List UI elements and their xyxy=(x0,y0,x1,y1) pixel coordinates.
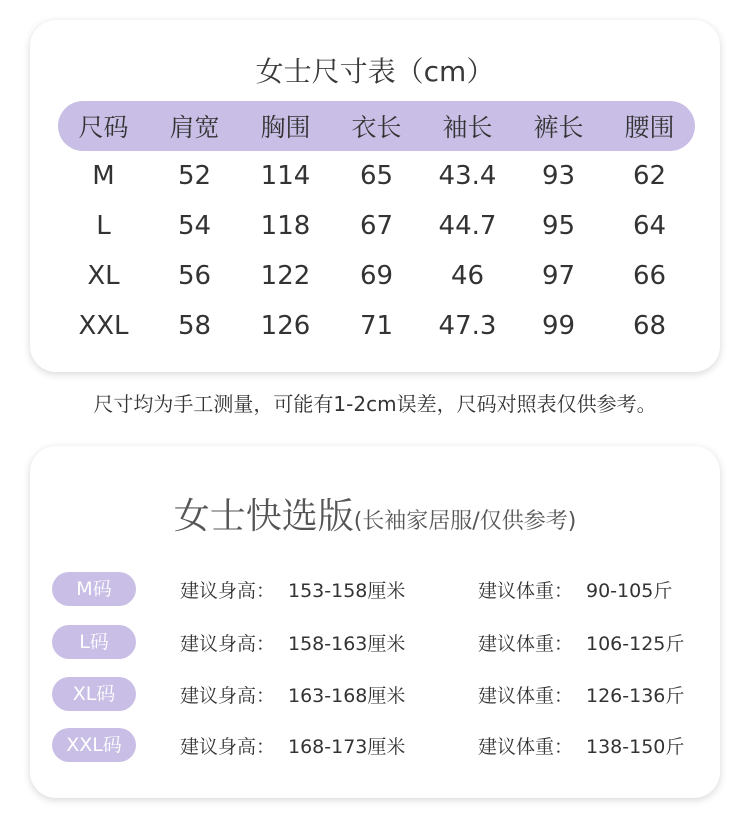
table-row xyxy=(58,151,695,201)
weight-label: 建议体重： xyxy=(478,735,574,758)
header-size: 尺码 xyxy=(78,113,129,142)
quick-select-card xyxy=(30,446,720,798)
header-chest: 胸围 xyxy=(260,113,311,142)
height-label: 建议身高： xyxy=(180,579,276,602)
recommend-row xyxy=(52,624,692,660)
table-cell: 126 xyxy=(260,311,311,341)
size-badge: XXL码 xyxy=(52,728,136,762)
weight-label: 建议体重： xyxy=(478,632,574,655)
height-label: 建议身高： xyxy=(180,735,276,758)
table-cell: 64 xyxy=(632,211,667,241)
header-shoulder: 肩宽 xyxy=(169,113,220,142)
table-row xyxy=(58,301,695,351)
height-value: 158-163厘米 xyxy=(288,632,406,655)
table-cell: L xyxy=(96,211,111,241)
weight-label: 建议体重： xyxy=(478,579,574,602)
table-cell: 47.3 xyxy=(438,311,497,341)
height-label: 建议身高： xyxy=(180,684,276,707)
table-header-row xyxy=(58,101,695,151)
table-cell: 44.7 xyxy=(438,211,497,241)
quick-select-title-main: 女士快选版 xyxy=(173,496,354,537)
size-chart-card xyxy=(30,20,720,372)
weight-value: 138-150斤 xyxy=(586,735,685,758)
recommend-row xyxy=(52,676,692,712)
height-value: 168-173厘米 xyxy=(288,735,406,758)
table-cell: 58 xyxy=(177,311,212,341)
size-badge: L码 xyxy=(52,625,136,659)
weight-value: 106-125斤 xyxy=(586,632,685,655)
size-badge: M码 xyxy=(52,572,136,606)
table-cell: 69 xyxy=(359,261,394,291)
table-cell: 62 xyxy=(632,161,667,191)
size-chart-title: 女士尺寸表（cm） xyxy=(255,55,495,88)
recommend-row xyxy=(52,571,692,607)
table-cell: 118 xyxy=(260,211,311,241)
quick-select-title-sub: (长袖家居服/仅供参考) xyxy=(353,509,577,534)
recommend-row xyxy=(52,727,692,763)
table-cell: XL xyxy=(87,261,120,291)
height-label: 建议身高： xyxy=(180,632,276,655)
size-table xyxy=(58,101,695,351)
quick-select-title xyxy=(30,488,720,539)
header-pants-length: 裤长 xyxy=(533,113,584,142)
table-cell: 65 xyxy=(359,161,394,191)
table-cell: M xyxy=(92,161,115,191)
height-value: 163-168厘米 xyxy=(288,684,406,707)
table-cell: XXL xyxy=(78,311,129,341)
measurement-note: 尺寸均为手工测量，可能有1-2cm误差，尺码对照表仅供参考。 xyxy=(93,392,657,416)
header-length: 衣长 xyxy=(351,113,402,142)
table-row xyxy=(58,251,695,301)
table-cell: 93 xyxy=(541,161,576,191)
table-cell: 43.4 xyxy=(438,161,497,191)
height-value: 153-158厘米 xyxy=(288,579,406,602)
table-cell: 114 xyxy=(260,161,311,191)
table-cell: 52 xyxy=(177,161,212,191)
table-cell: 68 xyxy=(632,311,667,341)
weight-label: 建议体重： xyxy=(478,684,574,707)
weight-value: 126-136斤 xyxy=(586,684,685,707)
weight-value: 90-105斤 xyxy=(586,579,673,602)
table-cell: 71 xyxy=(359,311,394,341)
header-waist: 腰围 xyxy=(624,113,675,142)
table-cell: 67 xyxy=(359,211,394,241)
size-badge: XL码 xyxy=(52,677,136,711)
table-cell: 66 xyxy=(632,261,667,291)
table-cell: 46 xyxy=(450,261,485,291)
table-row xyxy=(58,201,695,251)
table-cell: 95 xyxy=(541,211,576,241)
table-cell: 122 xyxy=(260,261,311,291)
table-cell: 56 xyxy=(177,261,212,291)
table-cell: 97 xyxy=(541,261,576,291)
table-cell: 54 xyxy=(177,211,212,241)
table-cell: 99 xyxy=(541,311,576,341)
header-sleeve: 袖长 xyxy=(442,113,493,142)
